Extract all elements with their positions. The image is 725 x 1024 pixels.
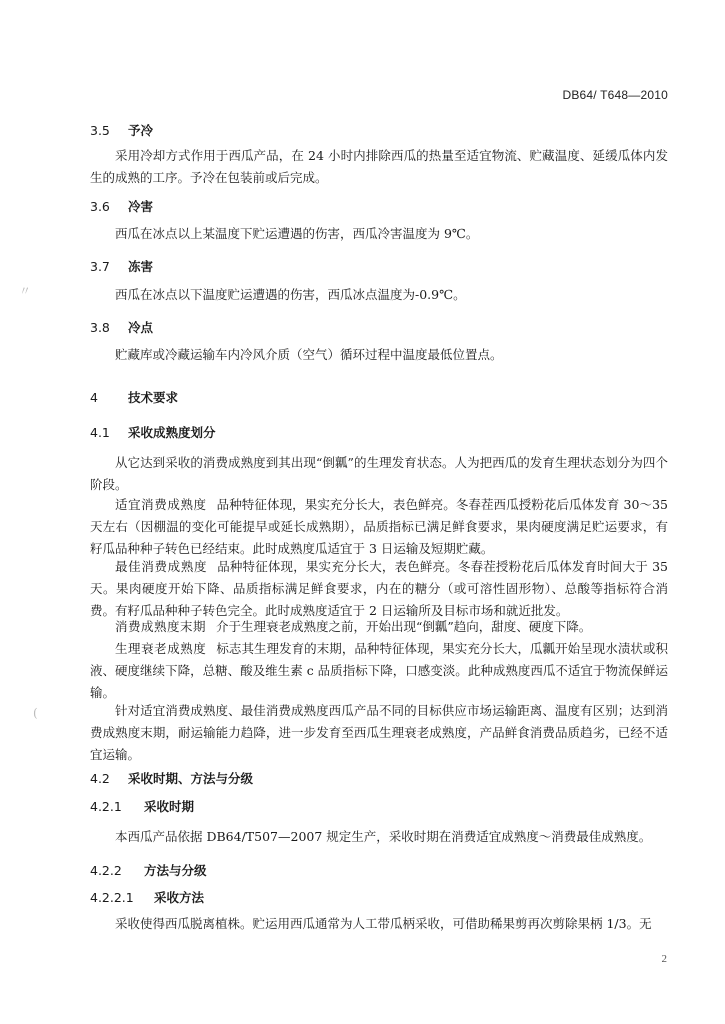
scan-mark: 〃 <box>19 284 32 298</box>
section-number: 4.2 <box>90 771 110 786</box>
paragraph-4-2-1: 本西瓜产品依据 DB64/T507—2007 规定生产，采收时期在消费适宜成熟度～消费最佳成熟度。 <box>115 829 652 844</box>
document-code: DB64/ T648—2010 <box>562 88 668 102</box>
scan-mark: ( <box>33 706 38 720</box>
paragraph-4-2-2-1: 采收使得西瓜脱离植株。贮运用西瓜通常为人工带瓜柄采收，可借助稀果剪再次剪除果柄 1/3。无 <box>115 916 652 931</box>
stage-text: 介于生理衰老成熟度之前，开始出现“倒瓤”趋向，甜度、硬度下降。 <box>216 619 592 634</box>
section-title: 冷害 <box>128 199 154 214</box>
section-number: 4.2.2 <box>90 863 122 878</box>
section-heading-4-1 <box>90 423 216 441</box>
section-number: 4 <box>90 390 98 405</box>
stage-text: 标志其生理发育的末期，品种特征体现，果实充分长大，瓜瓤开始呈现水渍状或积液、硬度继续下降，总糖、酸及维生素 c 品质指标下降，口感变淡。此种成熟度西瓜不适宜于物流保鲜运输。 <box>90 641 668 700</box>
stage-label: 生理衰老成熟度 <box>115 641 207 656</box>
section-title: 方法与分级 <box>144 863 207 878</box>
paragraph-4-1-stage-2 <box>90 556 668 622</box>
section-heading-4-2 <box>90 769 253 787</box>
section-number: 4.2.2.1 <box>90 890 134 905</box>
section-heading-3-8 <box>90 318 153 336</box>
section-heading-4-2-1 <box>90 797 194 815</box>
section-number: 3.7 <box>90 259 110 274</box>
stage-text: 品种特征体现，果实充分长大，表色鲜亮。冬春茬授粉花后瓜体发育时间大于 35 天。果肉硬度开始下降、品质指标满足鲜食要求，内在的糖分（或可溶性固形物）、总酸等指标符合消费。有籽瓜品种种子转色完全。此时成熟度适宜于 2 日运输所及目标市场和就近批发。 <box>90 559 668 618</box>
paragraph-4-1-intro: 从它达到采收的消费成熟度到其出现“倒瓤”的生理发育状态。人为把西瓜的发育生理状态划分为四个阶段。 <box>90 455 668 492</box>
stage-label: 适宜消费成熟度 <box>115 497 207 512</box>
section-title: 冷点 <box>128 320 154 335</box>
section-title: 采收时期、方法与分级 <box>128 771 254 786</box>
paragraph-4-1-stage-3 <box>90 616 668 638</box>
page-number: 2 <box>661 953 667 965</box>
section-number: 3.8 <box>90 320 110 335</box>
section-number: 4.2.1 <box>90 799 122 814</box>
stage-text: 品种特征体现，果实充分长大，表色鲜亮。冬春茬西瓜授粉花后瓜体发育 30～35 天左右（因棚温的变化可能提早或延长成熟期），品质指标已满足鲜食要求，果肉硬度满足贮运要求，有籽瓜品种种子转色已经结束。此时成熟度瓜适宜于 3 日运输及短期贮藏。 <box>90 497 668 556</box>
section-title: 技术要求 <box>128 390 179 405</box>
paragraph-3-6: 西瓜在冰点以上某温度下贮运遭遇的伤害，西瓜冷害温度为 9℃。 <box>115 226 479 241</box>
section-number: 3.5 <box>90 123 110 138</box>
paragraph-4-1-stage-4 <box>90 638 668 704</box>
paragraph-3-8: 贮藏库或冷藏运输车内冷风介质（空气）循环过程中温度最低位置点。 <box>115 347 503 362</box>
section-title: 采收成熟度划分 <box>128 425 216 440</box>
section-heading-4-2-2-1 <box>90 888 204 906</box>
paragraph-3-5: 采用冷却方式作用于西瓜产品，在 24 小时内排除西瓜的热量至适宜物流、贮藏温度、延缓瓜体内发生的成熟的工序。予冷在包装前或后完成。 <box>90 148 668 185</box>
section-title: 冻害 <box>128 259 154 274</box>
section-heading-4-2-2 <box>90 861 207 879</box>
section-title: 采收时期 <box>144 799 195 814</box>
section-heading-3-5 <box>90 121 153 139</box>
paragraph-4-1-stage-1 <box>90 494 668 560</box>
stage-label: 最佳消费成熟度 <box>115 559 208 574</box>
section-heading-3-6 <box>90 197 153 215</box>
paragraph-3-7: 西瓜在冰点以下温度贮运遭遇的伤害，西瓜冰点温度为-0.9℃。 <box>115 287 466 302</box>
section-heading-3-7 <box>90 257 153 275</box>
stage-label: 消费成熟度末期 <box>115 619 207 634</box>
section-title: 采收方法 <box>154 890 205 905</box>
paragraph-4-1-summary: 针对适宜消费成熟度、最佳消费成熟度西瓜产品不同的目标供应市场运输距离、温度有区别；达到消费成熟度末期，耐运输能力趋降，进一步发育至西瓜生理衰老成熟度，产品鲜食消费品质趋劣，已经不适宜运输。 <box>90 703 668 762</box>
section-title: 予冷 <box>128 123 154 138</box>
section-number: 3.6 <box>90 199 110 214</box>
section-heading-4 <box>90 388 178 406</box>
section-number: 4.1 <box>90 425 110 440</box>
